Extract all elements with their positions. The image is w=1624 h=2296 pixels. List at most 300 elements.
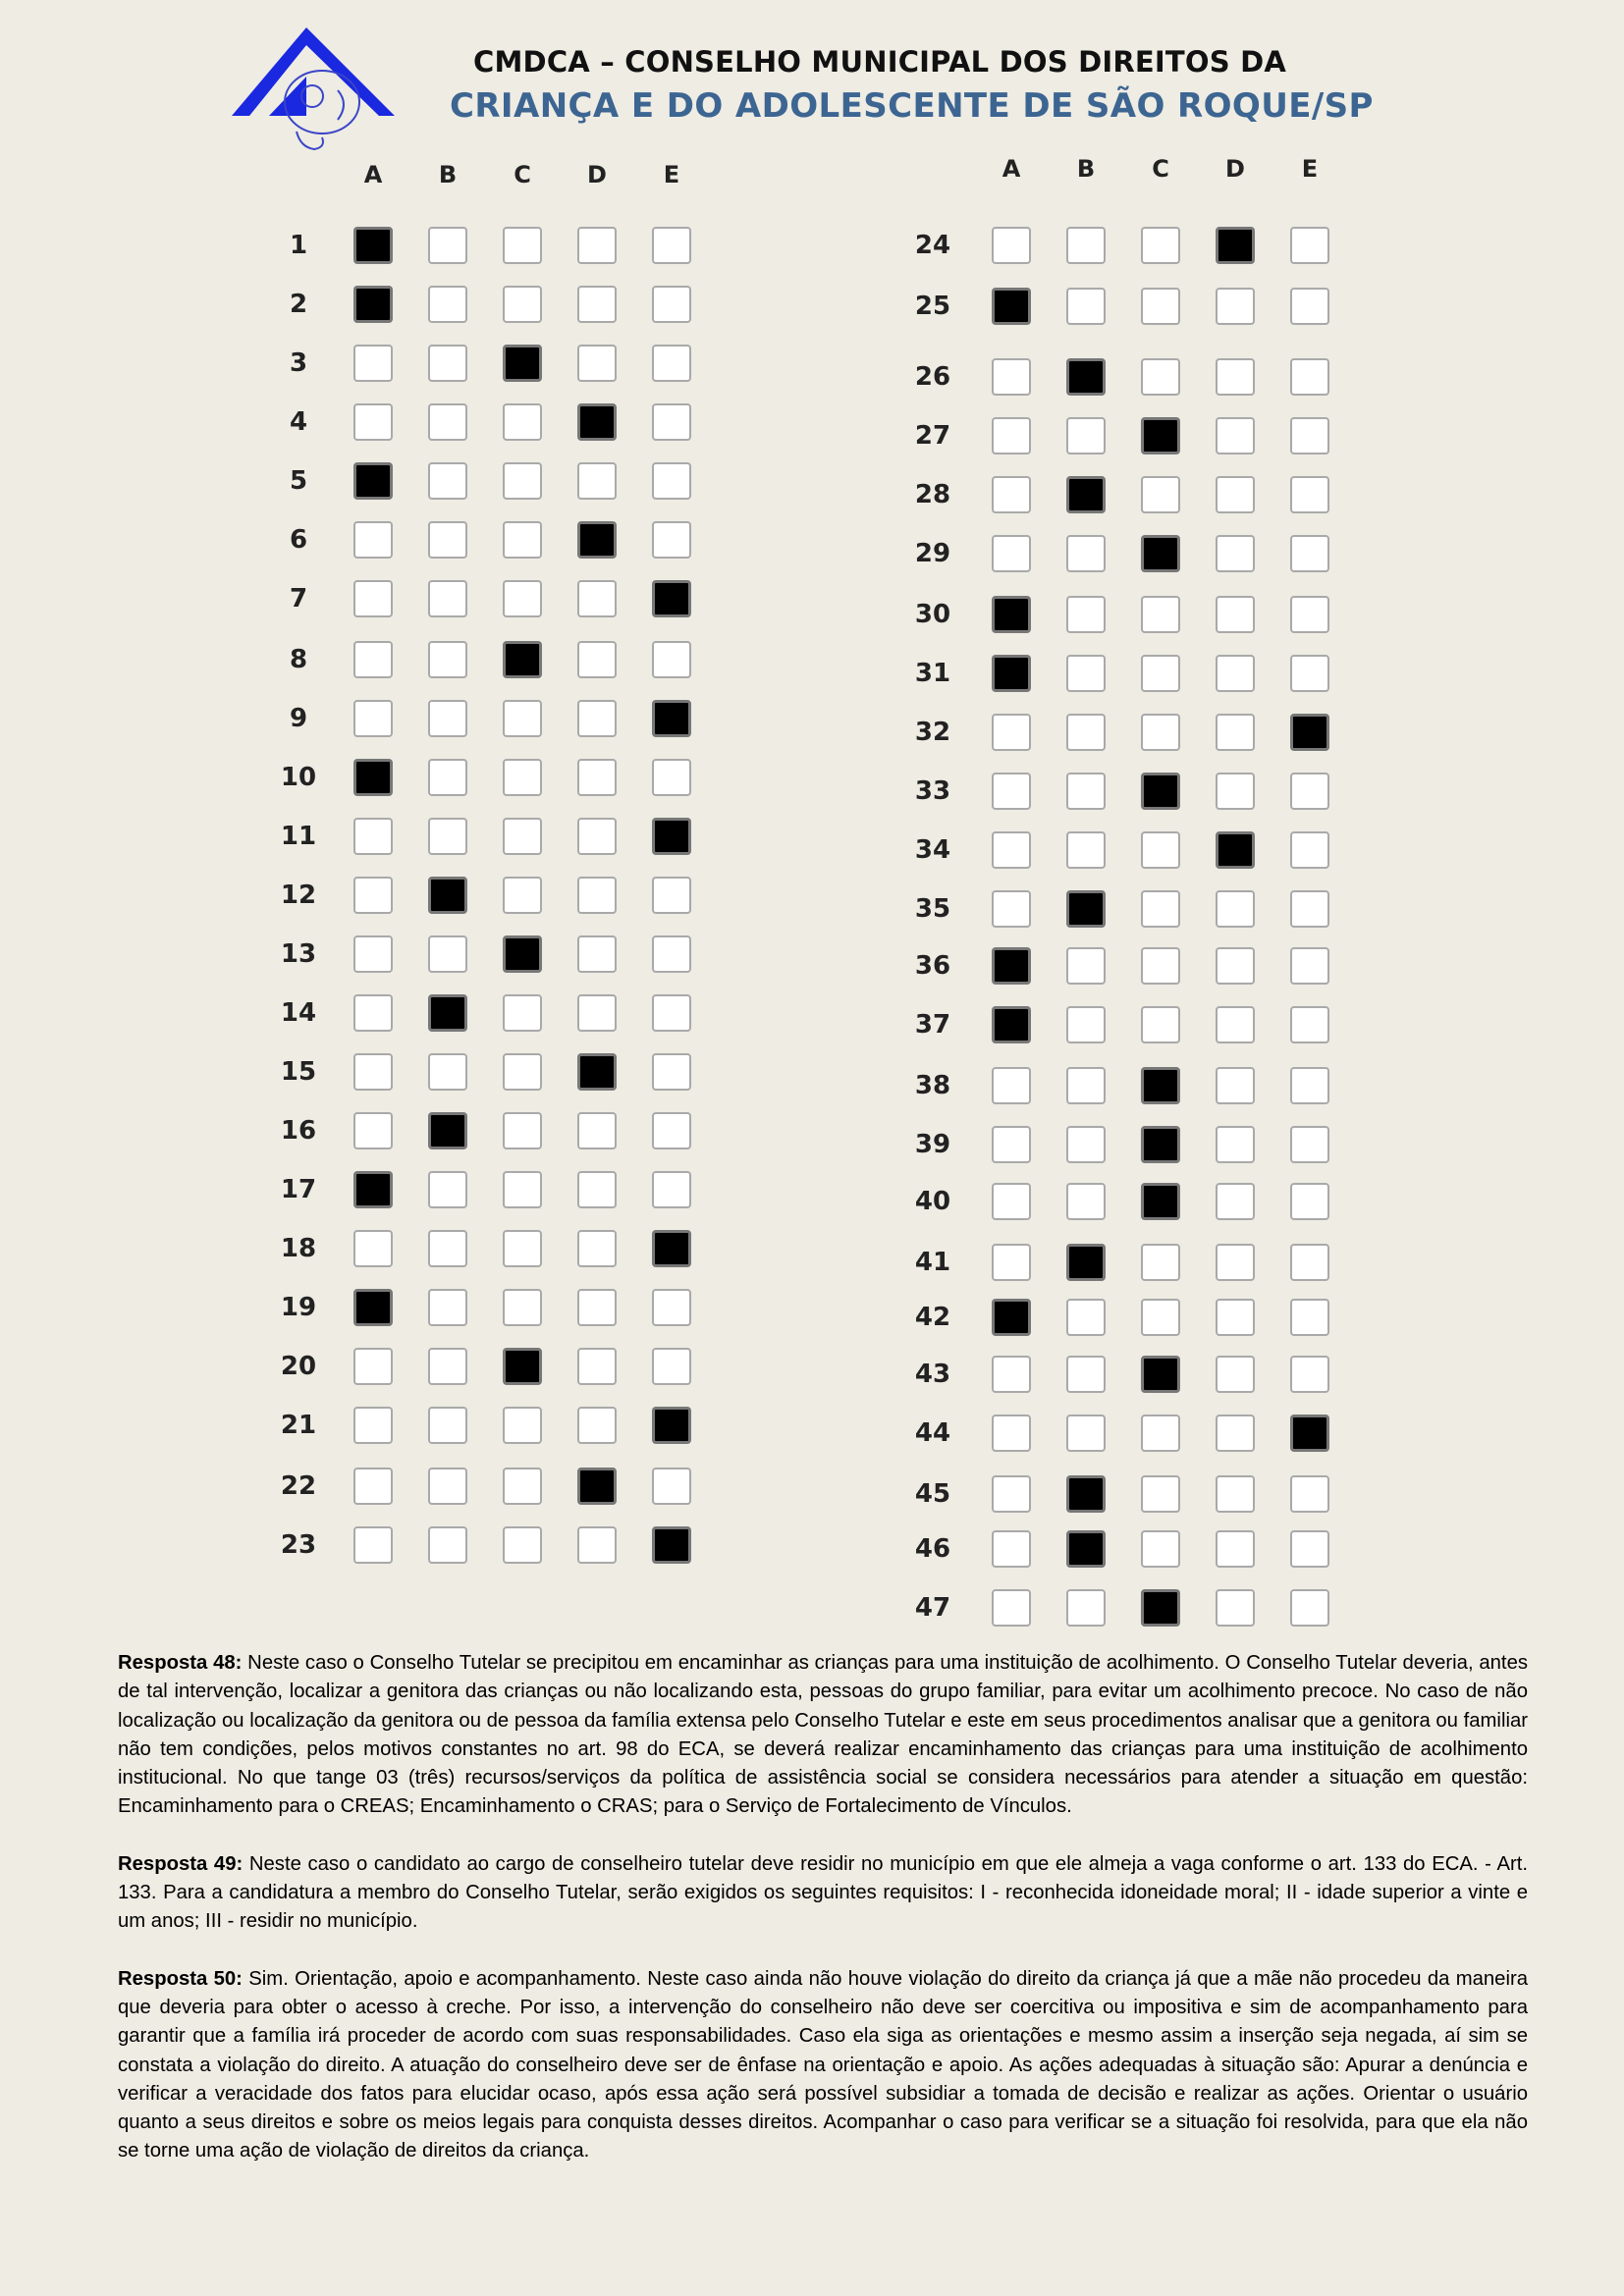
answer-box-21-c xyxy=(503,1407,542,1444)
answer-box-9-d xyxy=(577,700,617,737)
column-header-a: A xyxy=(1001,155,1021,183)
answer-box-29-c xyxy=(1141,535,1180,572)
answer-box-37-c xyxy=(1141,1006,1180,1043)
question-number: 34 xyxy=(914,835,951,865)
answer-box-22-d xyxy=(577,1468,617,1505)
answer-box-21-a xyxy=(353,1407,393,1444)
answer-box-26-e xyxy=(1290,358,1329,396)
answer-box-38-a xyxy=(992,1067,1031,1104)
answer-box-40-a xyxy=(992,1183,1031,1220)
answer-box-47-c xyxy=(1141,1589,1180,1627)
answer-box-27-d xyxy=(1216,417,1255,454)
question-number: 3 xyxy=(289,348,308,378)
answer-box-39-d xyxy=(1216,1126,1255,1163)
question-number: 5 xyxy=(289,466,308,496)
answer-box-36-b xyxy=(1066,947,1106,985)
answer-box-5-c xyxy=(503,462,542,500)
answer-box-42-d xyxy=(1216,1299,1255,1336)
answer-box-15-b xyxy=(428,1053,467,1091)
answer-box-18-e xyxy=(652,1230,691,1267)
answer-box-10-c xyxy=(503,759,542,796)
answer-box-24-c xyxy=(1141,227,1180,264)
answer-box-47-e xyxy=(1290,1589,1329,1627)
answer-box-34-e xyxy=(1290,831,1329,869)
answer-box-44-c xyxy=(1141,1415,1180,1452)
answer-box-35-e xyxy=(1290,890,1329,928)
answer-box-25-d xyxy=(1216,288,1255,325)
question-number: 41 xyxy=(914,1248,951,1277)
answer-box-44-e xyxy=(1290,1415,1329,1452)
answer-box-29-e xyxy=(1290,535,1329,572)
answer-box-38-b xyxy=(1066,1067,1106,1104)
answer-box-40-c xyxy=(1141,1183,1180,1220)
question-number: 33 xyxy=(914,776,951,806)
column-header-b: B xyxy=(1076,155,1096,183)
answer-label: Resposta 48: xyxy=(118,1652,243,1674)
answer-box-25-b xyxy=(1066,288,1106,325)
answer-box-22-b xyxy=(428,1468,467,1505)
answer-box-15-e xyxy=(652,1053,691,1091)
answer-label: Resposta 49: xyxy=(118,1852,244,1875)
question-number: 14 xyxy=(280,998,317,1028)
answer-box-47-d xyxy=(1216,1589,1255,1627)
answer-box-20-d xyxy=(577,1348,617,1385)
column-header-a: A xyxy=(363,161,383,188)
answer-box-45-d xyxy=(1216,1475,1255,1513)
question-number: 36 xyxy=(914,951,951,981)
answer-box-37-e xyxy=(1290,1006,1329,1043)
answer-box-14-e xyxy=(652,994,691,1032)
answer-box-46-d xyxy=(1216,1530,1255,1568)
question-number: 11 xyxy=(280,822,317,851)
answer-box-2-b xyxy=(428,286,467,323)
answer-box-40-b xyxy=(1066,1183,1106,1220)
answer-box-41-b xyxy=(1066,1244,1106,1281)
answer-box-11-e xyxy=(652,818,691,855)
answer-box-13-a xyxy=(353,935,393,973)
answer-box-6-c xyxy=(503,521,542,559)
answer-box-33-c xyxy=(1141,773,1180,810)
answer-box-8-d xyxy=(577,641,617,678)
answer-box-30-a xyxy=(992,596,1031,633)
question-number: 44 xyxy=(914,1418,951,1448)
answer-box-6-a xyxy=(353,521,393,559)
question-number: 46 xyxy=(914,1534,951,1564)
answer-box-16-e xyxy=(652,1112,691,1149)
answer-box-11-a xyxy=(353,818,393,855)
question-number: 24 xyxy=(914,231,951,260)
question-number: 13 xyxy=(280,939,317,969)
answer-box-18-a xyxy=(353,1230,393,1267)
answer-box-1-c xyxy=(503,227,542,264)
column-header-d: D xyxy=(1225,155,1245,183)
answer-box-35-d xyxy=(1216,890,1255,928)
answer-box-7-e xyxy=(652,580,691,617)
question-number: 22 xyxy=(280,1471,317,1501)
answer-box-37-d xyxy=(1216,1006,1255,1043)
answer-box-43-d xyxy=(1216,1356,1255,1393)
answer-box-46-c xyxy=(1141,1530,1180,1568)
answer-box-45-a xyxy=(992,1475,1031,1513)
question-number: 30 xyxy=(914,600,951,629)
answer-box-46-e xyxy=(1290,1530,1329,1568)
question-number: 9 xyxy=(289,704,308,733)
answer-box-47-b xyxy=(1066,1589,1106,1627)
answer-box-25-e xyxy=(1290,288,1329,325)
answer-box-20-a xyxy=(353,1348,393,1385)
answer-box-14-a xyxy=(353,994,393,1032)
answer-box-22-c xyxy=(503,1468,542,1505)
answer-box-36-c xyxy=(1141,947,1180,985)
answer-box-14-d xyxy=(577,994,617,1032)
answer-box-19-b xyxy=(428,1289,467,1326)
answer-box-34-c xyxy=(1141,831,1180,869)
question-number: 2 xyxy=(289,290,308,319)
answer-box-43-b xyxy=(1066,1356,1106,1393)
column-header-b: B xyxy=(438,161,458,188)
answer-box-5-d xyxy=(577,462,617,500)
answer-box-17-d xyxy=(577,1171,617,1208)
answer-box-23-a xyxy=(353,1526,393,1564)
answer-box-46-a xyxy=(992,1530,1031,1568)
answer-box-19-d xyxy=(577,1289,617,1326)
answer-box-9-a xyxy=(353,700,393,737)
answer-text: Sim. Orientação, apoio e acompanhamento. Neste caso ainda não houve violação do direito da criança já que a mãe não procedeu da maneira que deveria para obter o acesso à creche. Por isso, a intervenção do conselheiro não deve ser coercitiva ou impositiva e sim de acompanhamento para garantir que a família irá proceder de acordo com suas responsabilidades. Caso ela siga as orientações e mesmo assim a inserção seja negada, aí sim se constata a violação do direito. A atuação do conselheiro deve ser de ênfase na orientação e apoio. As ações adequadas à situação são: Apurar a denúncia e verificar a veracidade dos fatos para elucidar ocaso, após essa ação será possível subsidiar a tomada de decisão e realizar as ações. Orientar o usuário quanto a seus direitos e sobre os meios legais para conquista desses direitos. Acompanhar o caso para verificar se a situação foi resolvida, para que ela não se torne uma ação de violação de direitos da criança. xyxy=(118,1967,1528,2163)
column-header-d: D xyxy=(587,161,607,188)
answer-box-36-d xyxy=(1216,947,1255,985)
answer-box-11-d xyxy=(577,818,617,855)
answer-box-42-c xyxy=(1141,1299,1180,1336)
answer-box-19-a xyxy=(353,1289,393,1326)
answer-text: Neste caso o candidato ao cargo de conselheiro tutelar deve residir no município em que ele almeja a vaga conforme o art. 133 do ECA. - Art. 133. Para a candidatura a membro do Conselho Tutelar, serão exigidos os seguintes requisitos: I - reconhecida idoneidade moral; II - idade superior a vinte e um anos; III - residir no município. xyxy=(118,1852,1528,1933)
answer-box-12-a xyxy=(353,877,393,914)
answer-box-30-c xyxy=(1141,596,1180,633)
answer-box-36-e xyxy=(1290,947,1329,985)
answer-box-21-e xyxy=(652,1407,691,1444)
question-number: 23 xyxy=(280,1530,317,1560)
answer-box-14-b xyxy=(428,994,467,1032)
answer-box-36-a xyxy=(992,947,1031,985)
answer-box-3-e xyxy=(652,345,691,382)
answer-box-16-b xyxy=(428,1112,467,1149)
answer-box-34-b xyxy=(1066,831,1106,869)
answer-box-8-c xyxy=(503,641,542,678)
answer-box-17-c xyxy=(503,1171,542,1208)
answer-box-4-b xyxy=(428,403,467,441)
question-number: 21 xyxy=(280,1411,317,1440)
answer-box-18-b xyxy=(428,1230,467,1267)
answer-box-5-a xyxy=(353,462,393,500)
answer-box-7-b xyxy=(428,580,467,617)
answer-box-18-c xyxy=(503,1230,542,1267)
question-number: 42 xyxy=(914,1303,951,1332)
answer-box-39-c xyxy=(1141,1126,1180,1163)
question-number: 16 xyxy=(280,1116,317,1146)
answer-box-46-b xyxy=(1066,1530,1106,1568)
answer-box-7-a xyxy=(353,580,393,617)
answer-box-15-d xyxy=(577,1053,617,1091)
answer-box-16-a xyxy=(353,1112,393,1149)
answer-box-33-d xyxy=(1216,773,1255,810)
answer-box-21-b xyxy=(428,1407,467,1444)
answer-box-30-d xyxy=(1216,596,1255,633)
answer-box-22-a xyxy=(353,1468,393,1505)
question-number: 28 xyxy=(914,480,951,509)
answer-box-15-c xyxy=(503,1053,542,1091)
answer-box-29-a xyxy=(992,535,1031,572)
answer-box-38-e xyxy=(1290,1067,1329,1104)
answer-box-20-c xyxy=(503,1348,542,1385)
answer-box-8-a xyxy=(353,641,393,678)
answer-box-6-b xyxy=(428,521,467,559)
answer-box-3-a xyxy=(353,345,393,382)
answer-box-9-e xyxy=(652,700,691,737)
answer-box-10-b xyxy=(428,759,467,796)
answer-box-37-a xyxy=(992,1006,1031,1043)
answer-box-41-e xyxy=(1290,1244,1329,1281)
question-number: 6 xyxy=(289,525,308,555)
answer-box-17-e xyxy=(652,1171,691,1208)
answer-box-26-b xyxy=(1066,358,1106,396)
answer-text: Neste caso o Conselho Tutelar se precipitou em encaminhar as crianças para uma instituição de acolhimento. O Conselho Tutelar deveria, antes de tal intervenção, localizar a genitora das crianças ou não localizando esta, pessoas do grupo familiar, para evitar um acolhimento precoce. No caso de não localização ou localização da genitora ou de pessoa da família extensa pelo Conselho Tutelar e este em seus procedimentos analisar que a genitora ou familiar não tem condições, pelos motivos constantes no art. 98 do ECA, se deverá realizar encaminhamento das crianças para uma instituição de acolhimento institucional. No que tange 03 (três) recursos/serviços da política de assistência social se considera necessários para atender a situação em questão: Encaminhamento para o CREAS; Encaminhamento o CRAS; para o Serviço de Fortalecimento de Vínculos. xyxy=(118,1652,1528,1818)
answer-box-24-b xyxy=(1066,227,1106,264)
question-number: 40 xyxy=(914,1187,951,1216)
answer-49 xyxy=(118,1850,1528,1937)
answers-section xyxy=(118,1649,1528,2195)
answer-box-17-b xyxy=(428,1171,467,1208)
answer-box-20-e xyxy=(652,1348,691,1385)
answer-box-1-a xyxy=(353,227,393,264)
answer-box-13-e xyxy=(652,935,691,973)
answer-box-5-e xyxy=(652,462,691,500)
answer-box-11-c xyxy=(503,818,542,855)
answer-box-18-d xyxy=(577,1230,617,1267)
answer-box-32-c xyxy=(1141,714,1180,751)
answer-box-39-b xyxy=(1066,1126,1106,1163)
answer-box-9-b xyxy=(428,700,467,737)
answer-box-14-c xyxy=(503,994,542,1032)
answer-box-27-a xyxy=(992,417,1031,454)
answer-box-27-e xyxy=(1290,417,1329,454)
answer-box-16-c xyxy=(503,1112,542,1149)
answer-box-35-b xyxy=(1066,890,1106,928)
answer-box-12-e xyxy=(652,877,691,914)
answer-box-12-b xyxy=(428,877,467,914)
answer-box-29-b xyxy=(1066,535,1106,572)
answer-box-22-e xyxy=(652,1468,691,1505)
answer-box-23-e xyxy=(652,1526,691,1564)
question-number: 8 xyxy=(289,645,308,674)
question-number: 19 xyxy=(280,1293,317,1322)
answer-box-26-c xyxy=(1141,358,1180,396)
answer-box-1-e xyxy=(652,227,691,264)
answer-50 xyxy=(118,1965,1528,2166)
answer-box-12-d xyxy=(577,877,617,914)
answer-box-10-d xyxy=(577,759,617,796)
answer-box-4-a xyxy=(353,403,393,441)
answer-box-15-a xyxy=(353,1053,393,1091)
answer-box-44-d xyxy=(1216,1415,1255,1452)
answer-box-5-b xyxy=(428,462,467,500)
answer-box-43-a xyxy=(992,1356,1031,1393)
answer-box-41-a xyxy=(992,1244,1031,1281)
answer-box-44-b xyxy=(1066,1415,1106,1452)
answer-box-39-e xyxy=(1290,1126,1329,1163)
answer-box-43-c xyxy=(1141,1356,1180,1393)
answer-box-28-a xyxy=(992,476,1031,513)
question-number: 38 xyxy=(914,1071,951,1100)
question-number: 17 xyxy=(280,1175,317,1204)
answer-box-30-b xyxy=(1066,596,1106,633)
question-number: 43 xyxy=(914,1360,951,1389)
answer-box-43-e xyxy=(1290,1356,1329,1393)
question-number: 26 xyxy=(914,362,951,392)
answer-box-3-d xyxy=(577,345,617,382)
answer-48 xyxy=(118,1649,1528,1822)
answer-box-24-d xyxy=(1216,227,1255,264)
answer-box-6-e xyxy=(652,521,691,559)
question-number: 7 xyxy=(289,584,308,614)
answer-box-32-b xyxy=(1066,714,1106,751)
answer-box-31-a xyxy=(992,655,1031,692)
answer-box-7-c xyxy=(503,580,542,617)
answer-box-3-b xyxy=(428,345,467,382)
answer-box-34-d xyxy=(1216,831,1255,869)
column-header-e: E xyxy=(1301,155,1319,183)
answer-box-42-e xyxy=(1290,1299,1329,1336)
question-number: 29 xyxy=(914,539,951,568)
question-number: 10 xyxy=(280,763,317,792)
answer-box-6-d xyxy=(577,521,617,559)
answer-box-28-b xyxy=(1066,476,1106,513)
answer-box-20-b xyxy=(428,1348,467,1385)
council-title-line-1: CMDCA – CONSELHO MUNICIPAL DOS DIREITOS DA xyxy=(473,45,1287,79)
answer-box-19-e xyxy=(652,1289,691,1326)
answer-box-30-e xyxy=(1290,596,1329,633)
answer-box-13-b xyxy=(428,935,467,973)
answer-box-10-a xyxy=(353,759,393,796)
answer-box-2-e xyxy=(652,286,691,323)
question-number: 25 xyxy=(914,292,951,321)
answer-box-31-c xyxy=(1141,655,1180,692)
answer-box-28-c xyxy=(1141,476,1180,513)
answer-box-45-e xyxy=(1290,1475,1329,1513)
answer-box-27-c xyxy=(1141,417,1180,454)
answer-box-16-d xyxy=(577,1112,617,1149)
answer-box-33-e xyxy=(1290,773,1329,810)
answer-box-31-e xyxy=(1290,655,1329,692)
answer-box-1-b xyxy=(428,227,467,264)
answer-box-13-d xyxy=(577,935,617,973)
answer-box-41-c xyxy=(1141,1244,1180,1281)
answer-box-23-b xyxy=(428,1526,467,1564)
answer-box-1-d xyxy=(577,227,617,264)
answer-box-37-b xyxy=(1066,1006,1106,1043)
answer-box-38-c xyxy=(1141,1067,1180,1104)
answer-box-32-a xyxy=(992,714,1031,751)
answer-box-33-a xyxy=(992,773,1031,810)
answer-box-8-e xyxy=(652,641,691,678)
answer-box-9-c xyxy=(503,700,542,737)
question-number: 35 xyxy=(914,894,951,924)
answer-box-2-d xyxy=(577,286,617,323)
answer-box-24-a xyxy=(992,227,1031,264)
answer-box-45-c xyxy=(1141,1475,1180,1513)
answer-box-42-a xyxy=(992,1299,1031,1336)
question-number: 27 xyxy=(914,421,951,451)
answer-box-35-c xyxy=(1141,890,1180,928)
question-number: 39 xyxy=(914,1130,951,1159)
answer-box-34-a xyxy=(992,831,1031,869)
answer-box-33-b xyxy=(1066,773,1106,810)
question-number: 15 xyxy=(280,1057,317,1087)
answer-box-28-e xyxy=(1290,476,1329,513)
answer-box-23-d xyxy=(577,1526,617,1564)
question-number: 37 xyxy=(914,1010,951,1040)
column-header-e: E xyxy=(663,161,680,188)
answer-box-32-e xyxy=(1290,714,1329,751)
answer-box-13-c xyxy=(503,935,542,973)
question-number: 45 xyxy=(914,1479,951,1509)
answer-box-26-a xyxy=(992,358,1031,396)
answer-box-2-a xyxy=(353,286,393,323)
column-header-c: C xyxy=(514,161,531,188)
question-number: 47 xyxy=(914,1593,951,1623)
answer-box-27-b xyxy=(1066,417,1106,454)
answer-box-45-b xyxy=(1066,1475,1106,1513)
question-number: 1 xyxy=(289,231,308,260)
column-header-c: C xyxy=(1152,155,1169,183)
answer-box-41-d xyxy=(1216,1244,1255,1281)
question-number: 12 xyxy=(280,881,317,910)
answer-box-17-a xyxy=(353,1171,393,1208)
answer-box-44-a xyxy=(992,1415,1031,1452)
answer-box-8-b xyxy=(428,641,467,678)
answer-box-11-b xyxy=(428,818,467,855)
question-number: 32 xyxy=(914,718,951,747)
answer-box-12-c xyxy=(503,877,542,914)
council-title-line-2: CRIANÇA E DO ADOLESCENTE DE SÃO ROQUE/SP xyxy=(450,86,1374,126)
answer-box-24-e xyxy=(1290,227,1329,264)
answer-box-31-b xyxy=(1066,655,1106,692)
answer-box-21-d xyxy=(577,1407,617,1444)
question-number: 18 xyxy=(280,1234,317,1263)
question-number: 20 xyxy=(280,1352,317,1381)
answer-box-25-c xyxy=(1141,288,1180,325)
answer-box-38-d xyxy=(1216,1067,1255,1104)
question-number: 4 xyxy=(289,407,308,437)
answer-box-2-c xyxy=(503,286,542,323)
answer-box-31-d xyxy=(1216,655,1255,692)
answer-box-42-b xyxy=(1066,1299,1106,1336)
answer-box-26-d xyxy=(1216,358,1255,396)
answer-box-3-c xyxy=(503,345,542,382)
answer-box-19-c xyxy=(503,1289,542,1326)
answer-box-40-d xyxy=(1216,1183,1255,1220)
answer-box-32-d xyxy=(1216,714,1255,751)
answer-box-40-e xyxy=(1290,1183,1329,1220)
answer-box-28-d xyxy=(1216,476,1255,513)
answer-box-47-a xyxy=(992,1589,1031,1627)
answer-box-35-a xyxy=(992,890,1031,928)
answer-box-39-a xyxy=(992,1126,1031,1163)
answer-box-4-e xyxy=(652,403,691,441)
question-number: 31 xyxy=(914,659,951,688)
answer-box-4-c xyxy=(503,403,542,441)
answer-box-23-c xyxy=(503,1526,542,1564)
answer-box-10-e xyxy=(652,759,691,796)
answer-box-4-d xyxy=(577,403,617,441)
